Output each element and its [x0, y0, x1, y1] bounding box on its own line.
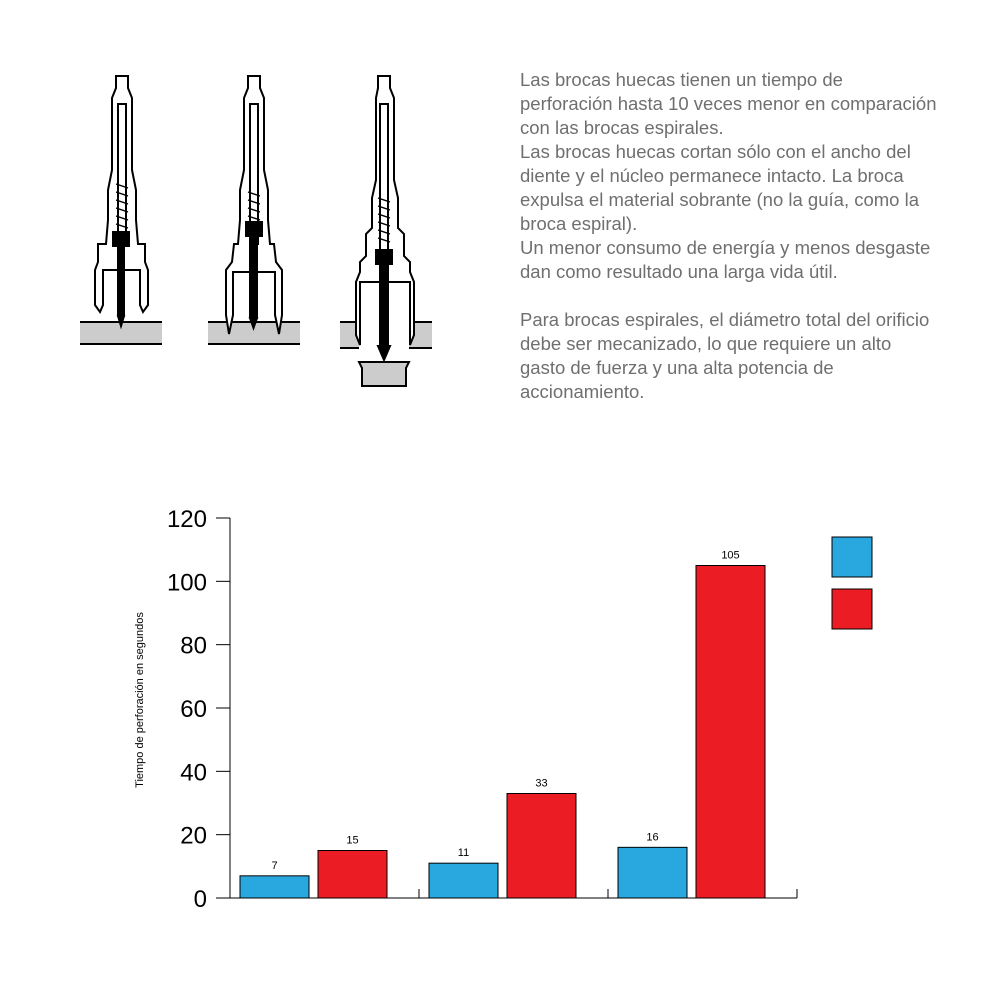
- legend-swatch-1: [832, 537, 872, 577]
- bar-data-label: 33: [535, 777, 548, 790]
- legend-swatch-2: [832, 589, 872, 629]
- description-paragraph-1: Las brocas huecas tienen un tiempo de perforación hasta 10 veces menor en comparación con las brocas espirales.: [520, 69, 937, 138]
- y-tick-label: 40: [180, 759, 207, 787]
- description-paragraph-3: Un menor consumo de energía y menos desgaste dan como resultado una larga vida útil.: [520, 237, 931, 282]
- description-text: [520, 68, 940, 404]
- bar-series-2-group-3: [696, 566, 765, 899]
- bar-data-label: 7: [271, 859, 278, 872]
- drill-illustrations: [70, 65, 450, 395]
- bar-data-label: 16: [646, 831, 659, 844]
- bar-series-1-group-3: [618, 847, 687, 898]
- drill-illustration-1: [80, 76, 162, 344]
- y-tick-label: 0: [193, 886, 207, 913]
- description-paragraph-2: Las brocas huecas cortan sólo con el ancho del diente y el núcleo permanece intacto. La broca expulsa el material sobrante (no la guía, como la broca espiral).: [520, 141, 919, 234]
- drill-illustration-3: [340, 76, 432, 386]
- y-axis-title: Tiempo de perforación en segundos: [134, 612, 146, 788]
- paragraph-spacer: [520, 284, 940, 308]
- y-tick-label: 120: [166, 506, 207, 533]
- bar-series-2-group-2: [507, 794, 576, 899]
- description-paragraph-4: Para brocas espirales, el diámetro total del orificio debe ser mecanizado, lo que requiere un alto gasto de fuerza y una alta potencia de accionamiento.: [520, 309, 930, 402]
- y-tick-label: 20: [180, 822, 207, 850]
- y-tick-label: 100: [166, 569, 207, 597]
- bar-data-label: 15: [346, 834, 359, 847]
- bar-series-1-group-2: [429, 863, 498, 898]
- y-tick-label: 60: [180, 696, 207, 723]
- bar-series-2-group-1: [318, 851, 387, 899]
- bar-data-label: 105: [721, 549, 740, 562]
- bar-data-label: 11: [457, 847, 470, 860]
- y-tick-label: 80: [180, 632, 207, 660]
- drilling-time-chart: [0, 490, 1001, 930]
- bar-series-1-group-1: [240, 876, 309, 898]
- drill-illustration-2: [208, 76, 300, 344]
